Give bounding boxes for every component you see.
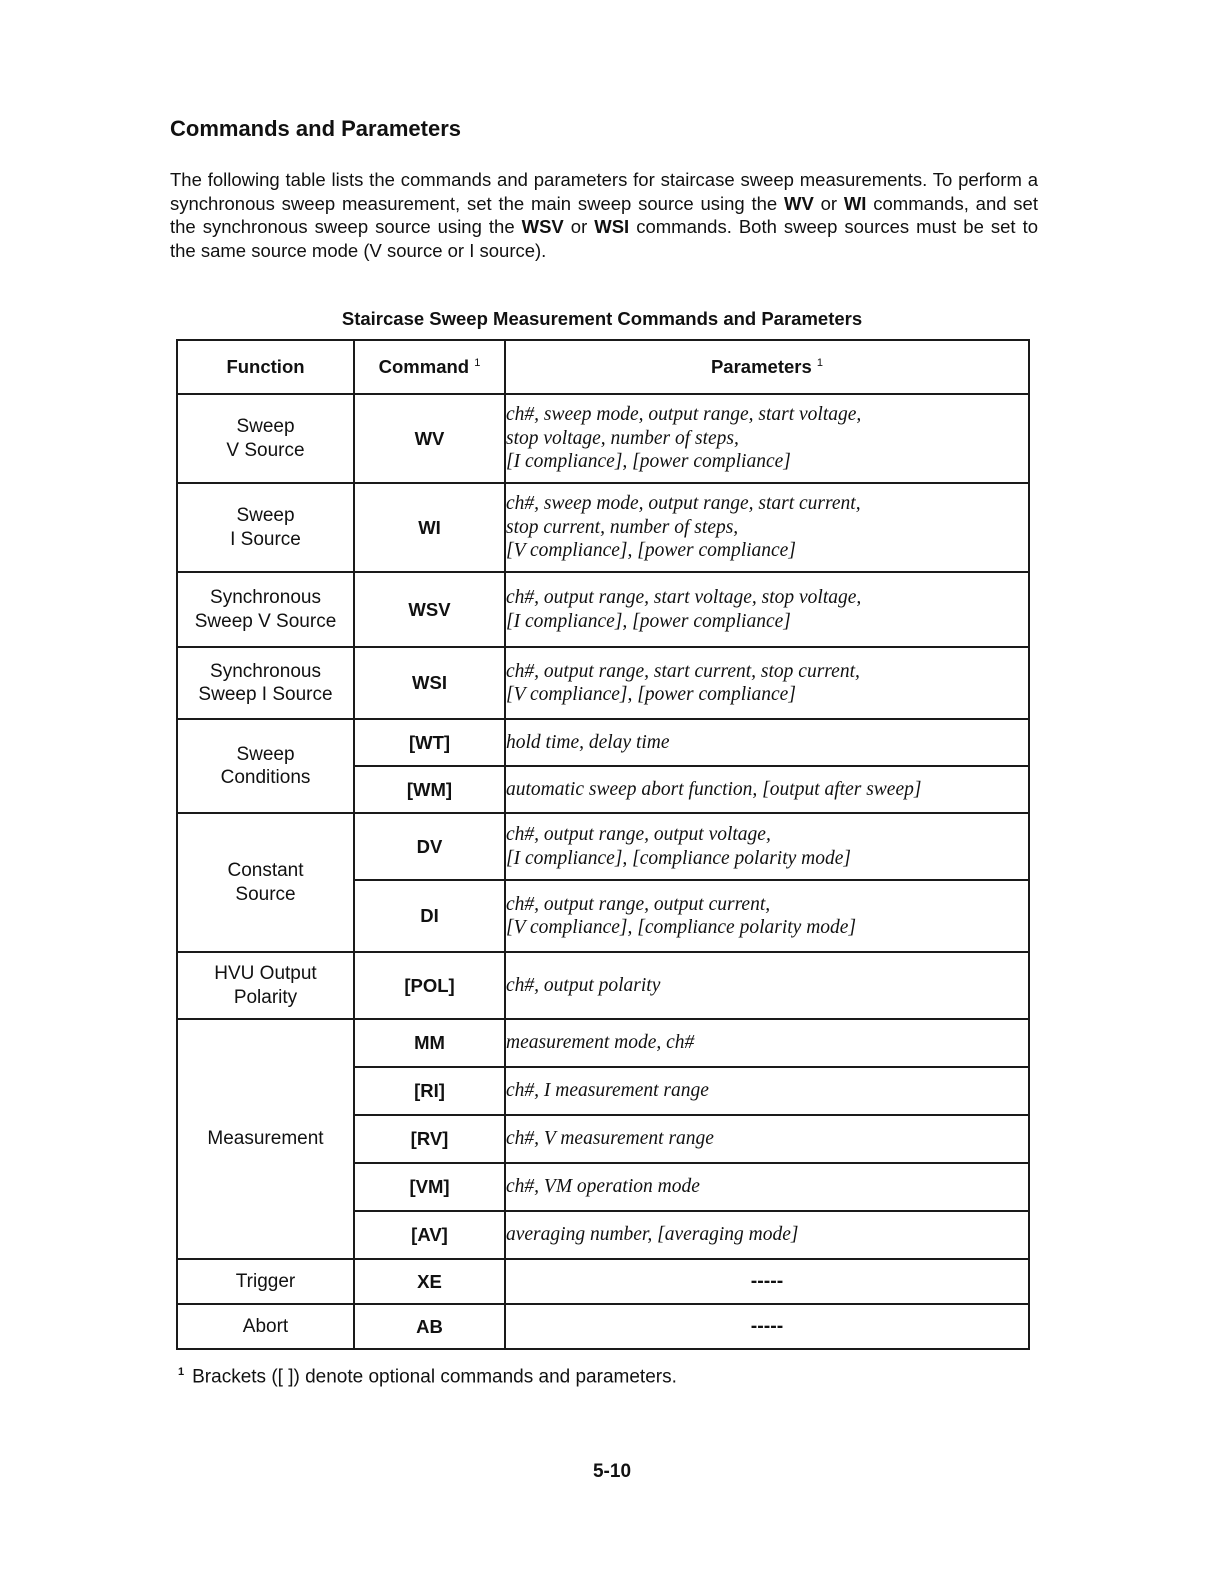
command-cell: [VM] — [354, 1163, 505, 1211]
function-cell: Constant Source — [177, 813, 354, 952]
parameters-cell: measurement mode, ch# — [505, 1019, 1029, 1067]
header-parameters: Parameters $^1$ — [505, 340, 1029, 394]
table-header-row — [177, 340, 1029, 394]
parameters-cell: ch#, output polarity — [505, 952, 1029, 1019]
command-cell: MM — [354, 1019, 505, 1067]
parameters-cell: ch#, VM operation mode — [505, 1163, 1029, 1211]
command-cell: WI — [354, 483, 505, 572]
table-caption: Staircase Sweep Measurement Commands and Parameters — [341, 308, 863, 329]
table-row — [177, 647, 1029, 719]
parameters-cell: ----- — [505, 1259, 1029, 1304]
table-row — [177, 1019, 1029, 1067]
table-row — [177, 572, 1029, 647]
command-cell: [RI] — [354, 1067, 505, 1115]
function-cell: Sweep I Source — [177, 483, 354, 572]
command-cell: WV — [354, 394, 505, 483]
function-cell: Synchronous Sweep I Source — [177, 647, 354, 719]
footnote-text: Brackets ([ ]) denote optional commands and parameters. — [192, 1366, 677, 1388]
header-function: Function — [177, 340, 354, 394]
parameters-cell: ----- — [505, 1304, 1029, 1349]
table-row — [177, 1304, 1029, 1349]
table-row — [177, 719, 1029, 766]
commands-table — [176, 339, 1030, 1350]
parameters-cell: ch#, output range, output current, [V compliance], [compliance polarity mode] — [505, 880, 1029, 952]
command-cell: [POL] — [354, 952, 505, 1019]
command-cell: XE — [354, 1259, 505, 1304]
table-row — [177, 394, 1029, 483]
parameters-cell: automatic sweep abort function, [output after sweep] — [505, 766, 1029, 813]
table-row — [177, 813, 1029, 880]
footnote — [178, 1366, 677, 1388]
footnote-mark: 1 — [178, 1366, 185, 1378]
table-row — [177, 483, 1029, 572]
command-cell: [AV] — [354, 1211, 505, 1259]
function-cell: HVU Output Polarity — [177, 952, 354, 1019]
command-cell: [WM] — [354, 766, 505, 813]
parameters-cell: averaging number, [averaging mode] — [505, 1211, 1029, 1259]
header-command: Command $^1$ — [354, 340, 505, 394]
function-cell: Measurement — [177, 1019, 354, 1259]
intro-paragraph: The following table lists the commands and parameters for staircase sweep measurements. To perform a synchronous sweep measurement, set the main sweep source using the WV or WI commands, and set the synchronous sweep source using the WSV or WSI commands. Both sweep sources must be set to the same source mode (V source or I source). — [170, 169, 1038, 261]
parameters-cell: ch#, sweep mode, output range, start voltage, stop voltage, number of steps, [I compliance], [power compliance] — [505, 394, 1029, 483]
command-cell: [RV] — [354, 1115, 505, 1163]
parameters-cell: hold time, delay time — [505, 719, 1029, 766]
function-cell: Trigger — [177, 1259, 354, 1304]
parameters-cell: ch#, output range, start voltage, stop voltage, [I compliance], [power compliance] — [505, 572, 1029, 647]
table-row — [177, 1259, 1029, 1304]
command-cell: AB — [354, 1304, 505, 1349]
section-heading: Commands and Parameters — [170, 116, 461, 141]
command-cell: DI — [354, 880, 505, 952]
parameters-cell: ch#, V measurement range — [505, 1115, 1029, 1163]
parameters-cell: ch#, output range, start current, stop current, [V compliance], [power compliance] — [505, 647, 1029, 719]
table-row — [177, 952, 1029, 1019]
command-cell: WSV — [354, 572, 505, 647]
function-cell: Sweep V Source — [177, 394, 354, 483]
command-cell: [WT] — [354, 719, 505, 766]
parameters-cell: ch#, I measurement range — [505, 1067, 1029, 1115]
command-cell: WSI — [354, 647, 505, 719]
parameters-cell: ch#, sweep mode, output range, start current, stop current, number of steps, [V compliance], [power compliance] — [505, 483, 1029, 572]
function-cell: Synchronous Sweep V Source — [177, 572, 354, 647]
function-cell: Sweep Conditions — [177, 719, 354, 813]
command-cell: DV — [354, 813, 505, 880]
parameters-cell: ch#, output range, output voltage, [I compliance], [compliance polarity mode] — [505, 813, 1029, 880]
page-number: 5-10 — [592, 1461, 632, 1482]
function-cell: Abort — [177, 1304, 354, 1349]
